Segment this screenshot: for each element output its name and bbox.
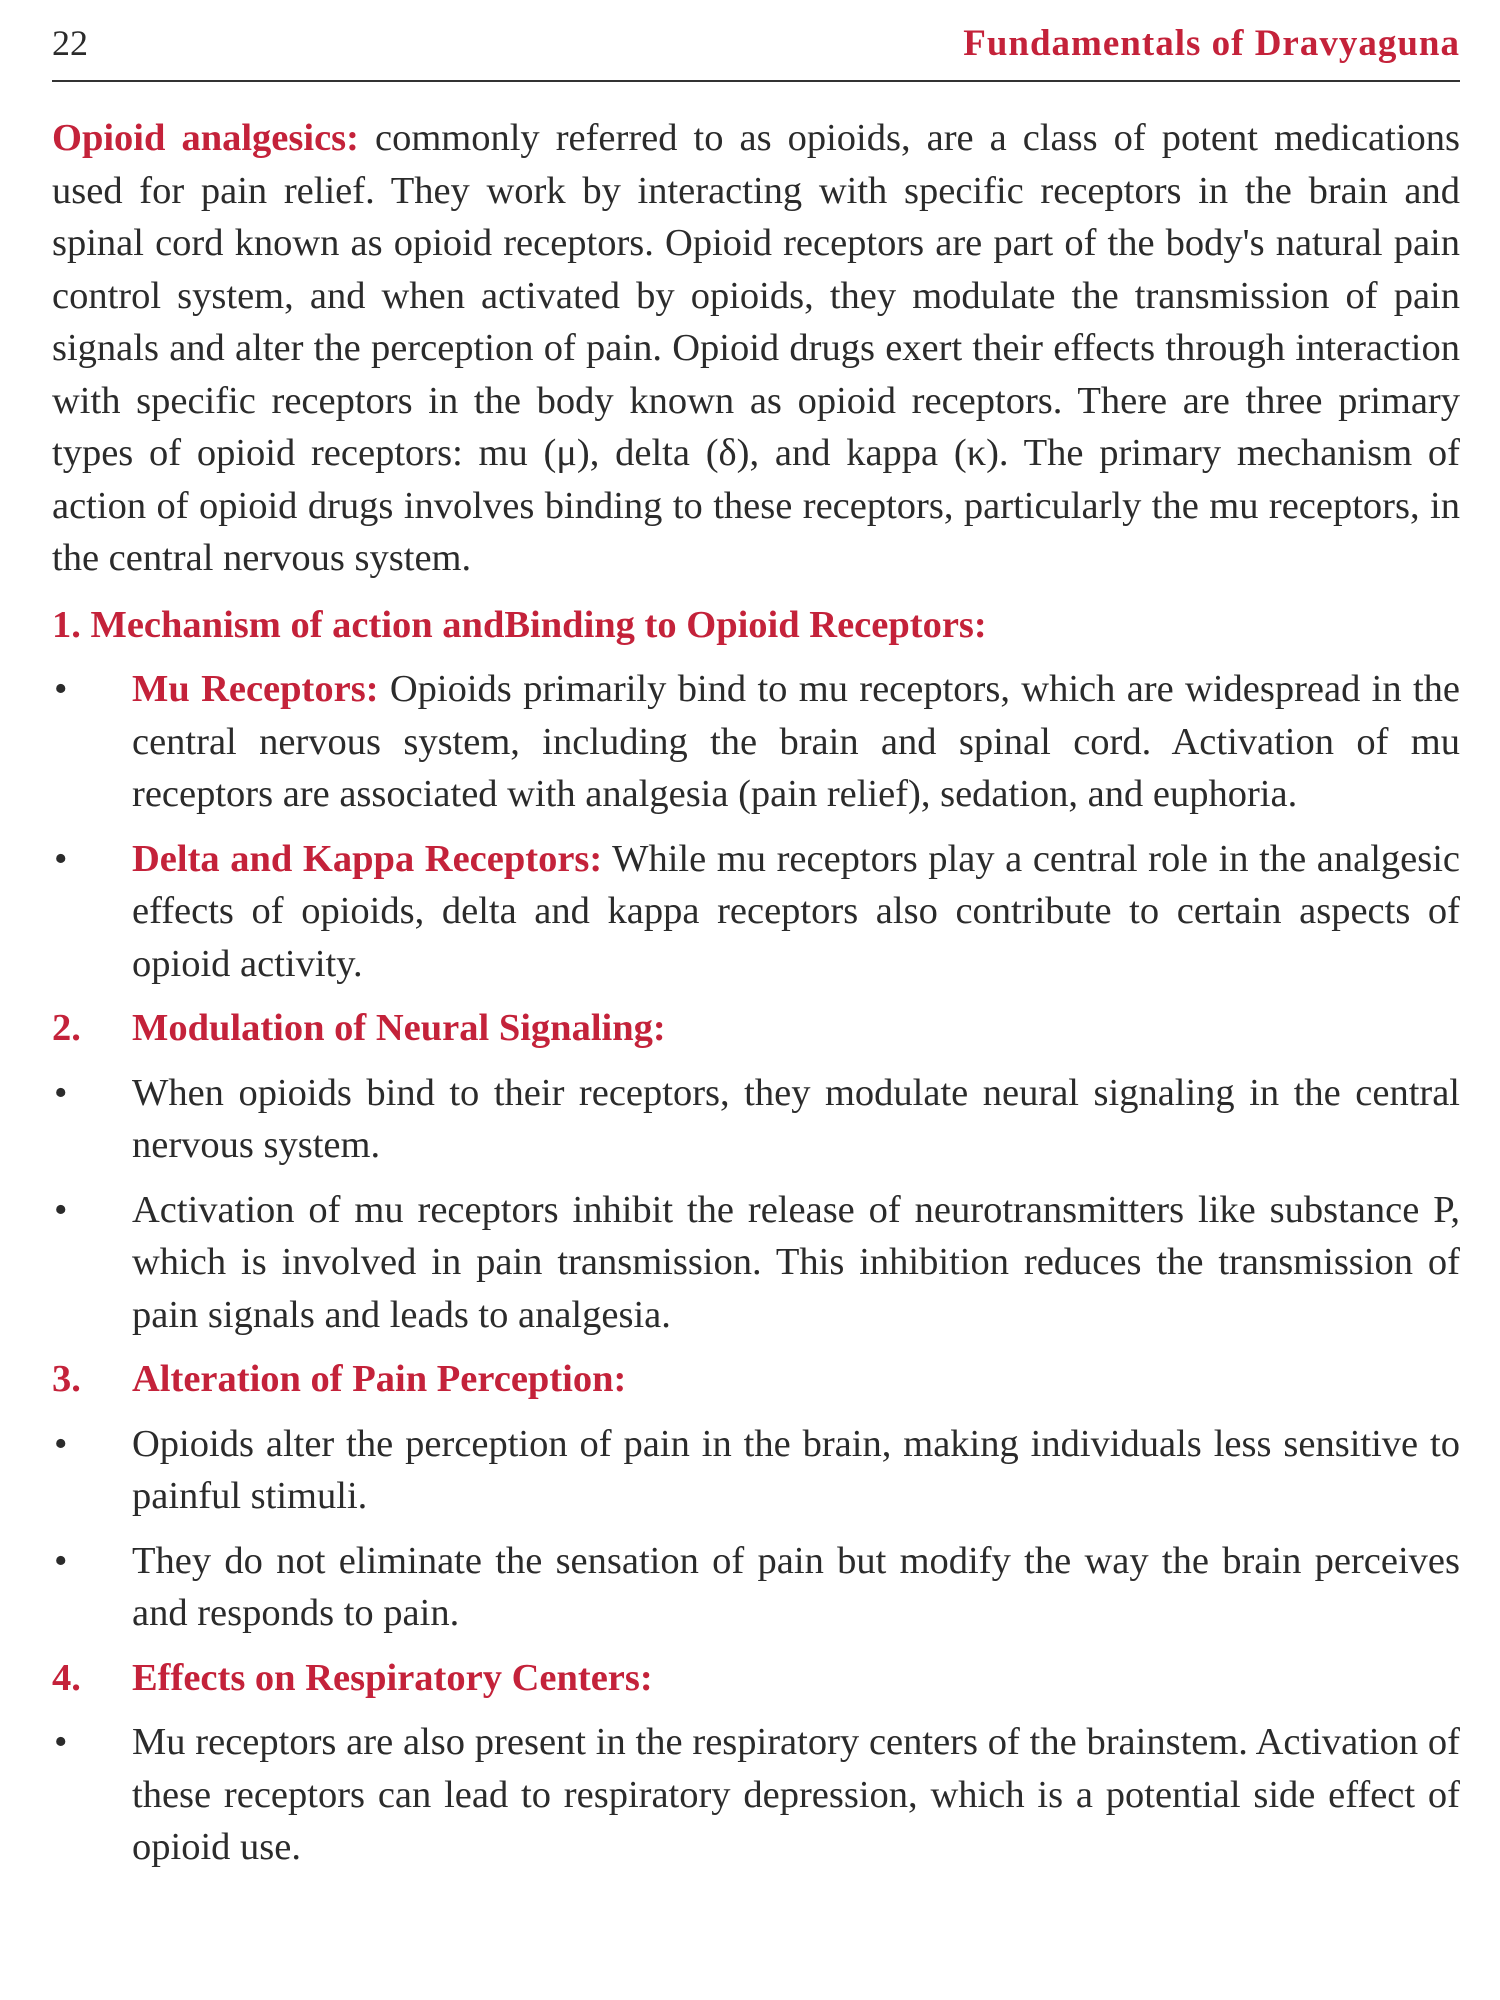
bullet-icon: • [54, 668, 68, 710]
list-item [52, 663, 1460, 821]
list-item-term: Mu Receptors: [132, 668, 379, 710]
intro-term: Opioid analgesics: [52, 117, 359, 159]
bullet-icon: • [54, 1422, 68, 1465]
bullet-icon: • [54, 1721, 68, 1763]
list-item-text: Activation of mu receptors inhibit the release of neurotransmitters like substance P, which is involved in pain transmission. This inhibition reduces the transmission of pain signals and leads to analgesia. [132, 1188, 1460, 1336]
list-item-text: They do not eliminate the sensation of pain but modify the way the brain perceives and responds to pain. [132, 1539, 1460, 1634]
intro-paragraph [52, 112, 1460, 585]
list-item-text: Mu receptors are also present in the respiratory centers of the brainstem. Activation of these receptors can lead to respiratory depression, which is a potential side effect of opioid use. [132, 1721, 1460, 1868]
section-heading: 1. Mechanism of action andBinding to Opioid Receptors: [52, 603, 987, 646]
bullet-icon: • [54, 1539, 68, 1582]
bullet-icon: • [54, 1188, 68, 1231]
list-item-text: Opioids alter the perception of pain in the brain, making individuals less sensitive to painful stimuli. [132, 1422, 1460, 1517]
section-number: 2. [52, 1007, 81, 1049]
list-item-text: Mu Receptors: Opioids primarily bind to mu receptors, which are widespread in the central nervous system, including the brain and spinal cord. Activation of mu receptors are associated with analgesia (pain relief), sedation, and euphoria. [132, 668, 1460, 815]
bullet-icon: • [54, 837, 68, 880]
section-heading [52, 1353, 1460, 1406]
section-number: 3. [52, 1358, 81, 1400]
page-number: 22 [52, 23, 88, 63]
section-title: Effects on Respiratory Centers: [132, 1656, 653, 1699]
list-item [52, 1535, 1460, 1640]
section-heading [52, 1652, 1460, 1705]
header-rule [52, 80, 1460, 82]
running-title: Fundamentals of Dravyaguna [963, 23, 1460, 64]
page-body [52, 82, 1460, 1874]
list-item-text: When opioids bind to their receptors, they modulate neural signaling in the central nervous system. [132, 1071, 1460, 1166]
bullet-icon: • [54, 1071, 68, 1114]
section-title: Alteration of Pain Perception: [132, 1358, 627, 1400]
intro-text: commonly referred to as opioids, are a class of potent medications used for pain relief. They work by interacting with specific receptors in the brain and spinal cord known as opioid receptors. Opioid receptors are part of the body's natural pain control system, and when activated by opioids, they modulate the transmission of pain signals and alter the perception of pain. Opioid drugs exert their effects through interaction with specific receptors in the body known as opioid receptors. There are three primary types of opioid receptors: mu (μ), delta (δ), and kappa (κ). The primary mechanism of action of opioid drugs involves binding to these receptors, particularly the mu receptors, in the central nervous system. [52, 117, 1460, 579]
section-title: Modulation of Neural Signaling: [132, 1007, 666, 1049]
section-number: 4. [52, 1656, 81, 1699]
section-heading [52, 1002, 1460, 1055]
list-item [52, 1418, 1460, 1523]
list-item [52, 833, 1460, 991]
list-item-text: Delta and Kappa Receptors: While mu receptors play a central role in the analgesic effects of opioids, delta and kappa receptors also contribute to certain aspects of opioid activity. [132, 837, 1460, 985]
page-header [52, 0, 1460, 82]
list-item [52, 1184, 1460, 1342]
list-item-term: Delta and Kappa Receptors: [132, 837, 603, 880]
list-item [52, 1067, 1460, 1172]
list-item [52, 1716, 1460, 1874]
